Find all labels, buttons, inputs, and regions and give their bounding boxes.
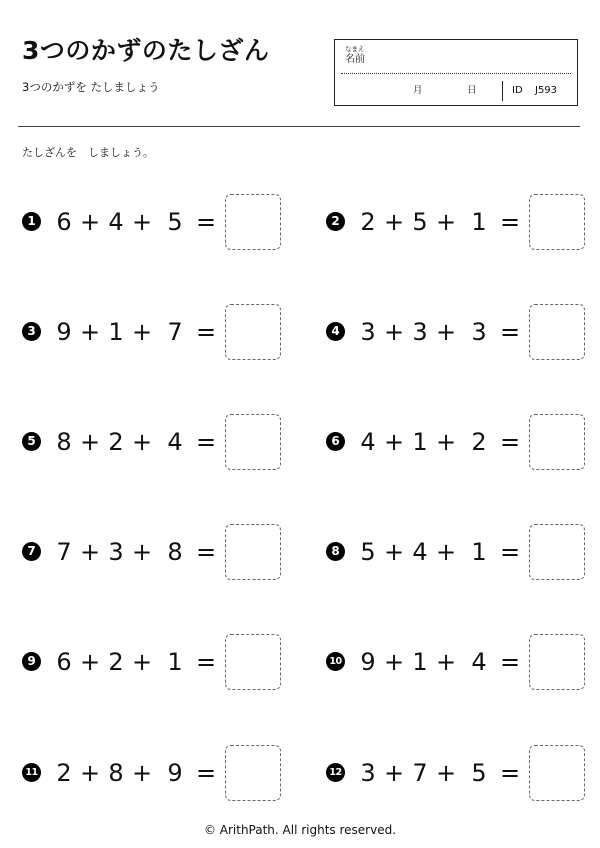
problem-5 (22, 414, 292, 470)
plus-sign: + (80, 208, 101, 236)
equals-sign: = (195, 759, 217, 787)
plus-sign: + (436, 648, 457, 676)
day-label: 日 (467, 85, 477, 96)
addend-3: 1 (471, 208, 487, 236)
addend-1: 9 (360, 648, 376, 676)
addend-2: 7 (412, 759, 428, 787)
addend-3: 1 (167, 648, 183, 676)
equals-sign: = (499, 318, 521, 346)
addend-1: 3 (360, 759, 376, 787)
problem-number-badge: 9 (22, 652, 41, 671)
addend-3: 1 (471, 538, 487, 566)
addend-3: 8 (167, 538, 183, 566)
problem-number-badge: 4 (326, 322, 345, 341)
addend-1: 5 (360, 538, 376, 566)
problem-number-badge: 10 (326, 652, 345, 671)
addend-3: 2 (471, 428, 487, 456)
plus-sign: + (384, 318, 405, 346)
problem-number-badge: 8 (326, 542, 345, 561)
plus-sign: + (436, 208, 457, 236)
addend-3: 3 (471, 318, 487, 346)
id-divider (502, 81, 503, 101)
addend-1: 2 (360, 208, 376, 236)
addend-2: 1 (412, 648, 428, 676)
worksheet-title: 3つのかずのたしざん (22, 36, 270, 65)
plus-sign: + (384, 759, 405, 787)
equals-sign: = (195, 428, 217, 456)
problem-10 (326, 634, 596, 690)
plus-sign: + (384, 428, 405, 456)
answer-box[interactable] (225, 304, 281, 360)
addend-1: 3 (360, 318, 376, 346)
problem-number-badge: 11 (22, 763, 41, 782)
month-label: 月 (413, 85, 423, 96)
problem-number-badge: 1 (22, 212, 41, 231)
problem-7 (22, 524, 292, 580)
addend-1: 4 (360, 428, 376, 456)
equals-sign: = (499, 759, 521, 787)
problem-number-badge: 2 (326, 212, 345, 231)
plus-sign: + (132, 208, 153, 236)
answer-box[interactable] (225, 524, 281, 580)
problem-6 (326, 414, 596, 470)
equals-sign: = (499, 208, 521, 236)
equals-sign: = (499, 428, 521, 456)
addend-3: 4 (167, 428, 183, 456)
answer-box[interactable] (225, 194, 281, 250)
addend-2: 3 (108, 538, 124, 566)
addend-3: 5 (471, 759, 487, 787)
id-label: ID (512, 85, 523, 96)
name-label: 名前 (345, 54, 365, 65)
problem-1 (22, 194, 292, 250)
plus-sign: + (436, 538, 457, 566)
equals-sign: = (195, 538, 217, 566)
addend-1: 9 (56, 318, 72, 346)
problem-2 (326, 194, 596, 250)
plus-sign: + (80, 759, 101, 787)
addend-2: 4 (412, 538, 428, 566)
copyright-footer: © ArithPath. All rights reserved. (203, 823, 397, 837)
answer-box[interactable] (529, 304, 585, 360)
addend-2: 2 (108, 648, 124, 676)
addend-3: 9 (167, 759, 183, 787)
plus-sign: + (80, 428, 101, 456)
plus-sign: + (132, 538, 153, 566)
addend-3: 4 (471, 648, 487, 676)
equals-sign: = (195, 648, 217, 676)
addend-2: 1 (108, 318, 124, 346)
addend-3: 7 (167, 318, 183, 346)
problem-3 (22, 304, 292, 360)
problem-9 (22, 634, 292, 690)
answer-box[interactable] (529, 745, 585, 801)
equals-sign: = (499, 648, 521, 676)
addend-2: 8 (108, 759, 124, 787)
answer-box[interactable] (225, 414, 281, 470)
addend-1: 2 (56, 759, 72, 787)
equals-sign: = (499, 538, 521, 566)
addend-1: 6 (56, 648, 72, 676)
answer-box[interactable] (225, 634, 281, 690)
plus-sign: + (384, 538, 405, 566)
problem-number-badge: 5 (22, 432, 41, 451)
addend-2: 2 (108, 428, 124, 456)
equals-sign: = (195, 318, 217, 346)
header-divider (18, 126, 580, 127)
plus-sign: + (132, 759, 153, 787)
plus-sign: + (436, 318, 457, 346)
plus-sign: + (132, 428, 153, 456)
plus-sign: + (436, 759, 457, 787)
name-dotted-line (341, 73, 571, 74)
plus-sign: + (384, 648, 405, 676)
answer-box[interactable] (529, 524, 585, 580)
plus-sign: + (80, 648, 101, 676)
addend-1: 6 (56, 208, 72, 236)
instruction-text: たしざんを しましょう。 (22, 146, 154, 159)
worksheet-subtitle: 3つのかずを たしましょう (22, 80, 160, 94)
answer-box[interactable] (529, 194, 585, 250)
id-value: J593 (535, 85, 558, 96)
problem-11 (22, 745, 292, 801)
addend-2: 1 (412, 428, 428, 456)
addend-2: 5 (412, 208, 428, 236)
name-date-box (334, 39, 578, 106)
name-ruby: なまえ (345, 45, 365, 53)
problem-number-badge: 7 (22, 542, 41, 561)
plus-sign: + (80, 318, 101, 346)
plus-sign: + (132, 318, 153, 346)
addend-1: 7 (56, 538, 72, 566)
plus-sign: + (436, 428, 457, 456)
plus-sign: + (384, 208, 405, 236)
addend-2: 3 (412, 318, 428, 346)
problem-12 (326, 745, 596, 801)
problem-number-badge: 3 (22, 322, 41, 341)
plus-sign: + (80, 538, 101, 566)
problem-4 (326, 304, 596, 360)
plus-sign: + (132, 648, 153, 676)
answer-box[interactable] (529, 634, 585, 690)
addend-3: 5 (167, 208, 183, 236)
problem-number-badge: 6 (326, 432, 345, 451)
problem-8 (326, 524, 596, 580)
problem-number-badge: 12 (326, 763, 345, 782)
answer-box[interactable] (225, 745, 281, 801)
answer-box[interactable] (529, 414, 585, 470)
addend-2: 4 (108, 208, 124, 236)
equals-sign: = (195, 208, 217, 236)
addend-1: 8 (56, 428, 72, 456)
